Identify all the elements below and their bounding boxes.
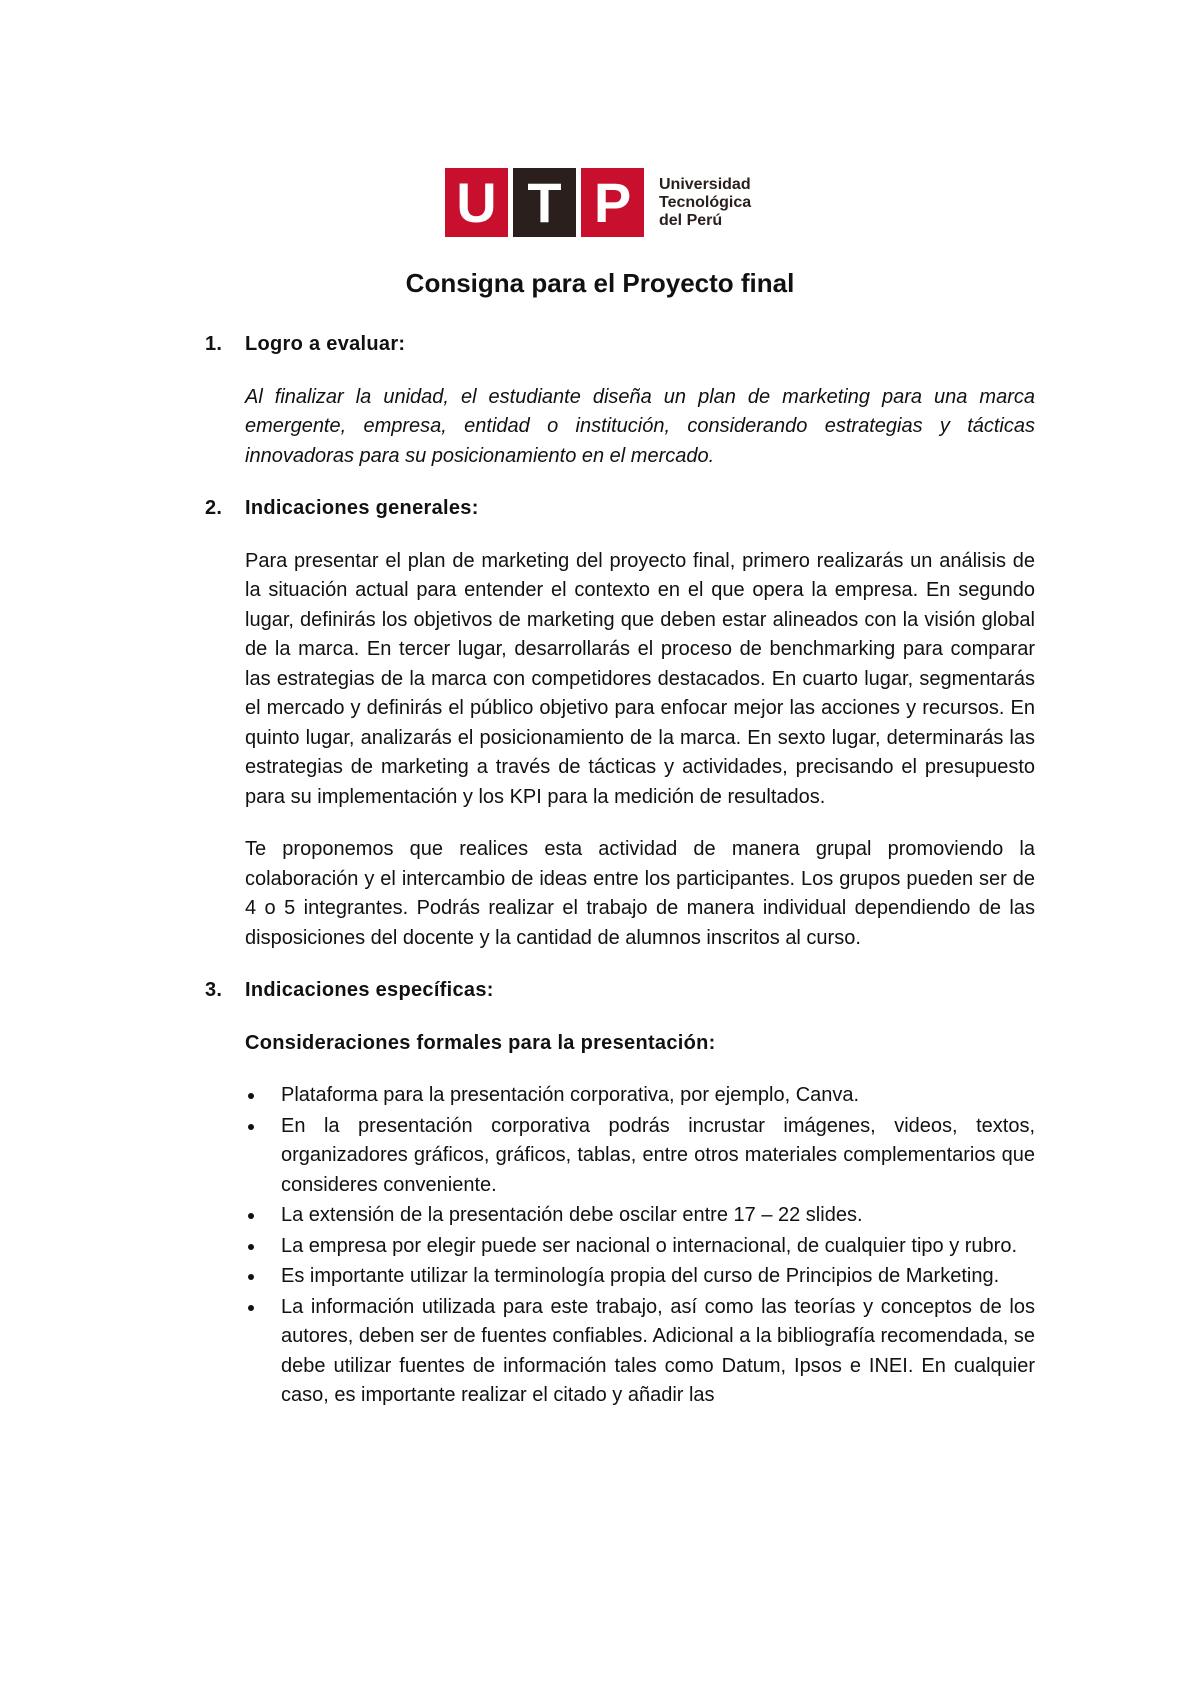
document-body: [205, 330, 1035, 1434]
section-indicaciones-generales: [205, 494, 1035, 953]
list-item: La empresa por elegir puede ser nacional o internacional, de cualquier tipo y rubro.: [245, 1232, 1035, 1262]
subheading: Consideraciones formales para la presentación:: [245, 1031, 716, 1054]
section-heading-text: Logro a evaluar:: [245, 333, 406, 355]
section-number: 2.: [205, 497, 223, 519]
list-item: Plataforma para la presentación corporativa, por ejemplo, Canva.: [245, 1081, 1035, 1111]
paragraph: Para presentar el plan de marketing del proyecto final, primero realizarás un análisis de la situación actual para entender el contexto en el que opera la empresa. En segundo lugar, definirás los objetivos de marketing que deben estar alineados con la visión global de la marca. En tercer lugar, desarrollarás el proceso de benchmarking para comparar las estrategias de la marca con competidores destacados. En cuarto lugar, segmentarás el mercado y definirás el público objetivo para enfocar mejor las acciones y recursos. En quinto lugar, analizarás el posicionamiento de la marca. En sexto lugar, determinarás las estrategias de marketing a través de tácticas y actividades, precisando el presupuesto para su implementación y los KPI para la medición de resultados.: [245, 549, 1035, 808]
list-item: La información utilizada para este trabajo, así como las teorías y conceptos de los autores, deben ser de fuentes confiables. Adicional a la bibliografía recomendada, se debe utilizar fuentes de información tales como Datum, Ipsos e INEI. En cualquier caso, es importante realizar el citado y añadir las: [245, 1293, 1035, 1411]
page-title: Consigna para el Proyecto final: [405, 268, 795, 298]
section-text: Al finalizar la unidad, el estudiante diseña un plan de marketing para una marca emergente, empresa, entidad o institución, considerando estrategias y tácticas innovadoras para su posicionamiento en el mercado.: [245, 385, 1035, 467]
utp-logo: [445, 168, 751, 237]
section-heading-text: Indicaciones específicas:: [245, 979, 494, 1001]
section-heading: [205, 976, 1035, 1006]
logo-name-line-2: Tecnológica: [659, 193, 752, 211]
list-item: En la presentación corporativa podrás incrustar imágenes, videos, textos, organizadores gráficos, gráficos, tablas, entre otros materiales complementarios que consideres conveniente.: [245, 1112, 1035, 1201]
logo-letter-t: T: [513, 168, 576, 237]
logo-name-line-3: del Perú: [659, 211, 723, 229]
section-heading-text: Indicaciones generales:: [245, 497, 479, 519]
logo-name-line-1: Universidad: [659, 175, 751, 193]
bullet-list: [245, 1081, 1035, 1411]
section-body: [245, 547, 1035, 954]
logo-letter-u: U: [445, 168, 508, 237]
section-logro: [205, 330, 1035, 471]
section-indicaciones-especificas: [205, 976, 1035, 1411]
section-number: 3.: [205, 979, 223, 1001]
section-heading: [205, 330, 1035, 360]
paragraph: Te proponemos que realices esta actividad de manera grupal promoviendo la colaboración y el intercambio de ideas entre los participantes. Los grupos pueden ser de 4 o 5 integrantes. Podrás realizar el trabajo de manera individual dependiendo de las disposiciones del docente y la cantidad de alumnos inscritos al curso.: [245, 838, 1035, 949]
section-number: 1.: [205, 333, 223, 355]
logo-university-name: [659, 176, 751, 230]
logo-letter-p: P: [581, 168, 644, 237]
list-item: La extensión de la presentación debe oscilar entre 17 – 22 slides.: [245, 1201, 1035, 1231]
section-heading: [205, 494, 1035, 524]
list-item: Es importante utilizar la terminología propia del curso de Principios de Marketing.: [245, 1262, 1035, 1292]
